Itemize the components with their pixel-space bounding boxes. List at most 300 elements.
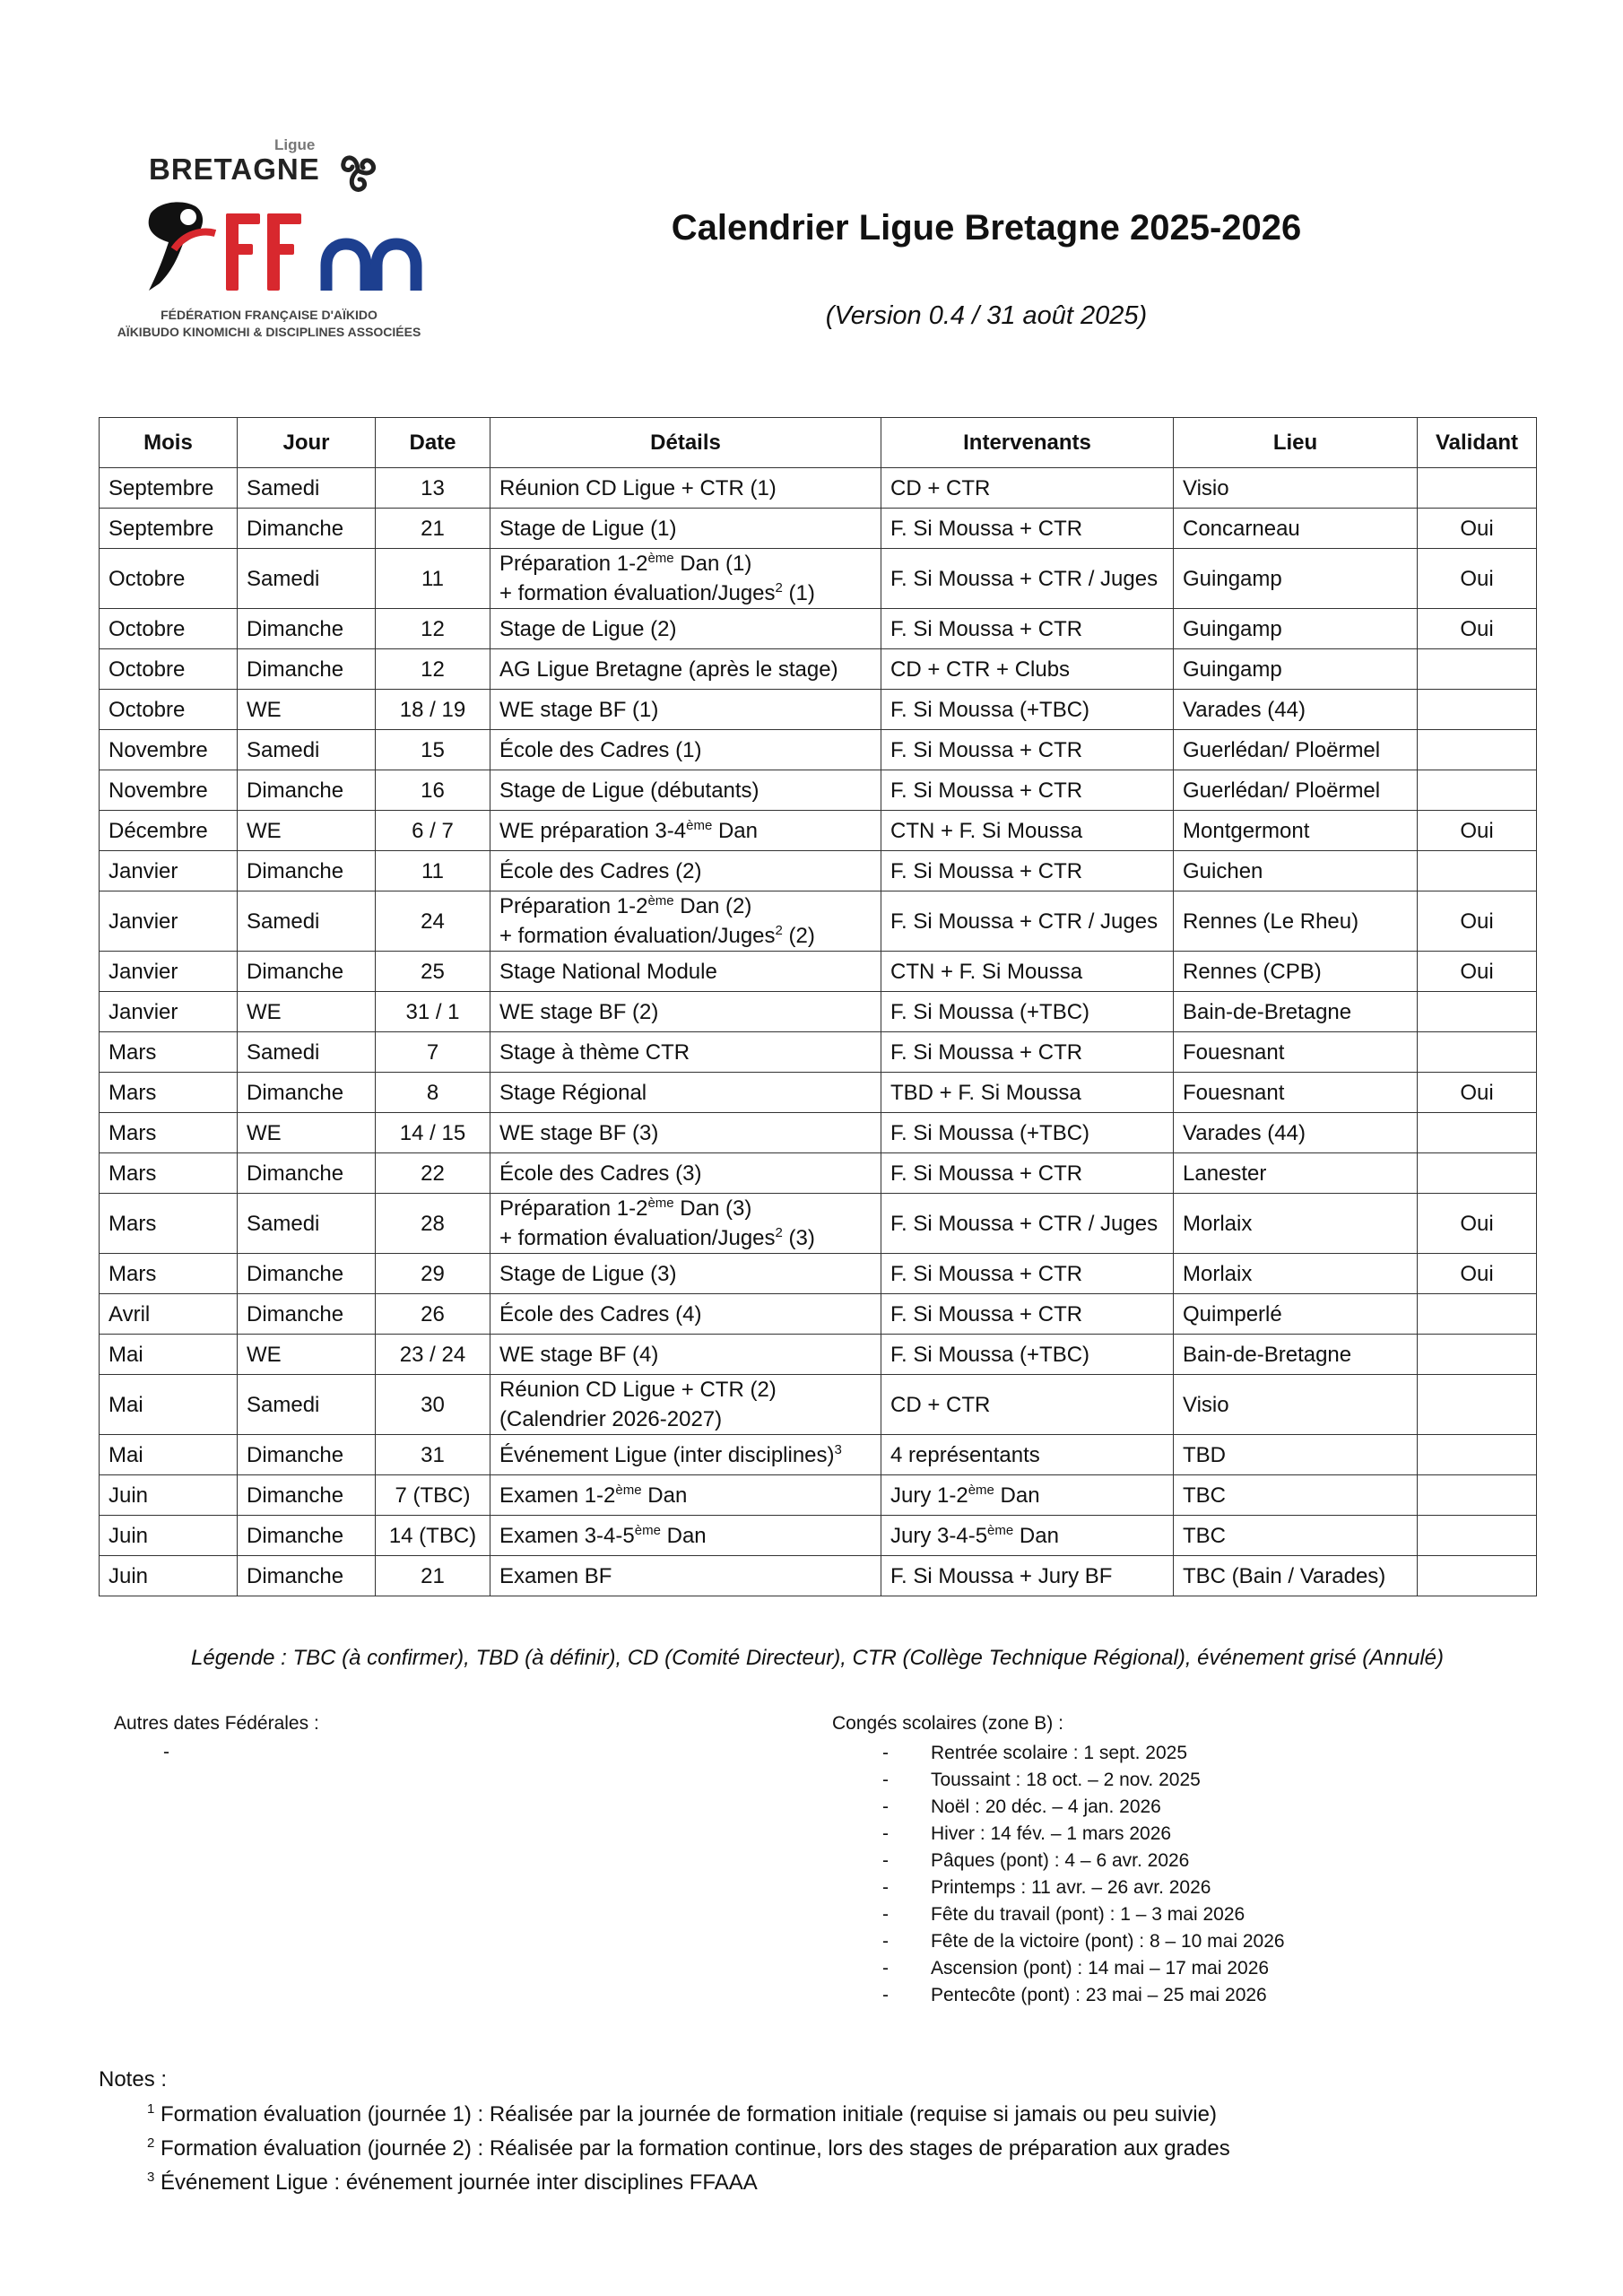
table-row — [100, 1032, 1537, 1073]
cell-mois: Janvier — [100, 891, 238, 952]
cell-jour: WE — [238, 1113, 376, 1153]
cell-validant: Oui — [1418, 1254, 1537, 1294]
table-row — [100, 1435, 1537, 1475]
cell-intervenants — [881, 770, 1174, 811]
cell-mois: Octobre — [100, 549, 238, 609]
cell-mois: Mars — [100, 1113, 238, 1153]
list-item — [832, 1794, 1285, 1821]
list-item — [832, 1874, 1285, 1901]
cell-lieu: Guingamp — [1174, 549, 1418, 609]
note-text: Formation évaluation (journée 1) : Réalisée par la journée de formation initiale (requise si jamais ou peu suivie) — [161, 2102, 1217, 2126]
details-text: WE stage BF (4) — [499, 1342, 659, 1367]
cell-details — [490, 1153, 881, 1194]
details-text: Examen 3-4-5 — [499, 1523, 635, 1548]
cell-lieu: Concarneau — [1174, 509, 1418, 549]
holiday-text: Fête du travail (pont) : 1 – 3 mai 2026 — [931, 1904, 1245, 1925]
cell-intervenants — [881, 1032, 1174, 1073]
table-row — [100, 1556, 1537, 1596]
cell-intervenants — [881, 549, 1174, 609]
details-text: Préparation 1-2 — [499, 1196, 648, 1221]
list-item — [832, 1821, 1285, 1848]
details-second-line: + formation évaluation/Juges — [499, 1226, 776, 1250]
cell-validant: Oui — [1418, 609, 1537, 649]
cell-lieu: Fouesnant — [1174, 1073, 1418, 1113]
cell-date: 7 — [376, 1032, 490, 1073]
cell-date: 21 — [376, 509, 490, 549]
cell-lieu: Morlaix — [1174, 1194, 1418, 1254]
details-second-line: + formation évaluation/Juges — [499, 924, 776, 948]
cell-details — [490, 1294, 881, 1335]
school-holidays-section — [832, 1713, 1285, 2009]
cell-lieu: Guerlédan/ Ploërmel — [1174, 770, 1418, 811]
details-text: Préparation 1-2 — [499, 552, 648, 576]
details-superscript: 3 — [834, 1441, 842, 1457]
cell-jour: Dimanche — [238, 770, 376, 811]
details-second-line-suffix: (1) — [782, 581, 815, 605]
cell-date: 16 — [376, 770, 490, 811]
intervenants-suffix: Dan — [1013, 1523, 1059, 1548]
cell-intervenants — [881, 609, 1174, 649]
details-second-line-superscript: 2 — [775, 580, 783, 596]
cell-details — [490, 811, 881, 851]
list-item — [832, 1848, 1285, 1874]
cell-lieu: Varades (44) — [1174, 1113, 1418, 1153]
intervenants-text: F. Si Moussa (+TBC) — [890, 1342, 1090, 1367]
cell-jour: Dimanche — [238, 1153, 376, 1194]
cell-intervenants — [881, 891, 1174, 952]
details-superscript: ème — [686, 817, 713, 833]
intervenants-suffix: Dan — [994, 1483, 1040, 1508]
holiday-text: Ascension (pont) : 14 mai – 17 mai 2026 — [931, 1958, 1270, 1979]
cell-jour: Dimanche — [238, 1254, 376, 1294]
intervenants-text: F. Si Moussa + CTR — [890, 1161, 1083, 1186]
cell-lieu: Rennes (CPB) — [1174, 952, 1418, 992]
intervenants-text: CTN + F. Si Moussa — [890, 959, 1083, 984]
dash-bullet-icon: - — [882, 1985, 889, 2005]
cell-lieu: TBD — [1174, 1435, 1418, 1475]
cell-date: 21 — [376, 1556, 490, 1596]
cell-mois: Juin — [100, 1556, 238, 1596]
table-row — [100, 609, 1537, 649]
details-second-line-suffix: (3) — [782, 1226, 815, 1250]
calendar-table — [99, 417, 1537, 1596]
cell-details — [490, 1475, 881, 1516]
cell-details — [490, 1516, 881, 1556]
cell-intervenants — [881, 1556, 1174, 1596]
list-item — [832, 1982, 1285, 2009]
cell-date: 22 — [376, 1153, 490, 1194]
cell-validant — [1418, 730, 1537, 770]
cell-mois: Septembre — [100, 468, 238, 509]
intervenants-text: F. Si Moussa + CTR — [890, 858, 1083, 883]
cell-lieu: TBC (Bain / Varades) — [1174, 1556, 1418, 1596]
cell-mois: Mai — [100, 1375, 238, 1435]
cell-mois: Novembre — [100, 730, 238, 770]
cell-details — [490, 770, 881, 811]
details-second-line-suffix: (2) — [782, 924, 815, 948]
details-superscript: ème — [634, 1522, 661, 1538]
intervenants-text: 4 représentants — [890, 1442, 1040, 1467]
details-text-suffix: Dan (3) — [673, 1196, 752, 1221]
details-text: Stage de Ligue (1) — [499, 516, 677, 541]
details-text: École des Cadres (3) — [499, 1161, 702, 1186]
cell-jour: WE — [238, 1335, 376, 1375]
cell-lieu: Visio — [1174, 468, 1418, 509]
table-row — [100, 770, 1537, 811]
cell-details — [490, 690, 881, 730]
note-text: Événement Ligue : événement journée inter disciplines FFAAA — [161, 2170, 758, 2195]
federal-dates-section — [114, 1713, 319, 1763]
cell-validant — [1418, 1335, 1537, 1375]
calendar-body — [100, 468, 1537, 1596]
cell-date: 25 — [376, 952, 490, 992]
table-row — [100, 891, 1537, 952]
dash-bullet-icon: - — [882, 1823, 889, 1844]
details-text: Examen BF — [499, 1563, 612, 1588]
details-text: École des Cadres (1) — [499, 737, 702, 762]
cell-validant — [1418, 649, 1537, 690]
cell-validant — [1418, 1032, 1537, 1073]
intervenants-text: Jury 1-2 — [890, 1483, 968, 1508]
cell-validant: Oui — [1418, 891, 1537, 952]
details-text: École des Cadres (4) — [499, 1301, 702, 1326]
cell-date: 13 — [376, 468, 490, 509]
intervenants-text: F. Si Moussa (+TBC) — [890, 999, 1090, 1024]
intervenants-text: F. Si Moussa + CTR — [890, 516, 1083, 541]
cell-jour: Samedi — [238, 549, 376, 609]
details-text-suffix: Dan — [641, 1483, 688, 1508]
table-row — [100, 851, 1537, 891]
table-row — [100, 992, 1537, 1032]
cell-validant — [1418, 1475, 1537, 1516]
cell-jour: WE — [238, 811, 376, 851]
cell-lieu: Guichen — [1174, 851, 1418, 891]
cell-validant — [1418, 992, 1537, 1032]
details-text: WE stage BF (1) — [499, 697, 659, 722]
details-text-suffix: Dan — [712, 818, 758, 843]
details-text: Stage National Module — [499, 959, 717, 984]
cell-date: 14 / 15 — [376, 1113, 490, 1153]
page-title: Calendrier Ligue Bretagne 2025-2026 — [671, 208, 1302, 248]
logo-federation-text: FÉDÉRATION FRANÇAISE D'AÏKIDO — [161, 308, 378, 322]
cell-validant — [1418, 468, 1537, 509]
cell-intervenants — [881, 1073, 1174, 1113]
cell-validant: Oui — [1418, 952, 1537, 992]
cell-jour: Dimanche — [238, 609, 376, 649]
cell-validant: Oui — [1418, 509, 1537, 549]
cell-date: 12 — [376, 609, 490, 649]
notes-list — [99, 2100, 1230, 2198]
cell-intervenants — [881, 1113, 1174, 1153]
dash-bullet-icon: - — [882, 1850, 889, 1871]
cell-intervenants — [881, 1194, 1174, 1254]
logo-bretagne-text: BRETAGNE — [149, 152, 320, 186]
holiday-text: Pentecôte (pont) : 23 mai – 25 mai 2026 — [931, 1985, 1267, 2005]
intervenants-text: CD + CTR + Clubs — [890, 657, 1071, 682]
cell-intervenants — [881, 509, 1174, 549]
cell-details — [490, 851, 881, 891]
details-text: Stage Régional — [499, 1080, 647, 1105]
cell-details — [490, 1113, 881, 1153]
cell-lieu: Montgermont — [1174, 811, 1418, 851]
header-lieu: Lieu — [1174, 418, 1418, 468]
holiday-text: Printemps : 11 avr. – 26 avr. 2026 — [931, 1877, 1211, 1898]
cell-mois: Novembre — [100, 770, 238, 811]
header-intervenants: Intervenants — [881, 418, 1174, 468]
holiday-text: Rentrée scolaire : 1 sept. 2025 — [931, 1743, 1188, 1763]
table-row — [100, 1475, 1537, 1516]
intervenants-superscript: ème — [987, 1522, 1014, 1538]
table-row — [100, 1375, 1537, 1435]
details-text: Examen 1-2 — [499, 1483, 616, 1508]
cell-mois: Mars — [100, 1153, 238, 1194]
federal-dates-item: - — [163, 1742, 169, 1762]
intervenants-text: F. Si Moussa (+TBC) — [890, 1120, 1090, 1145]
cell-date: 30 — [376, 1375, 490, 1435]
cell-validant — [1418, 1153, 1537, 1194]
dash-bullet-icon: - — [882, 1796, 889, 1817]
table-row — [100, 730, 1537, 770]
dash-bullet-icon: - — [882, 1904, 889, 1925]
cell-intervenants — [881, 468, 1174, 509]
note-item — [147, 2134, 1230, 2164]
cell-mois: Mars — [100, 1254, 238, 1294]
cell-date: 23 / 24 — [376, 1335, 490, 1375]
table-row — [100, 1254, 1537, 1294]
intervenants-text: F. Si Moussa + CTR — [890, 1261, 1083, 1286]
details-text: AG Ligue Bretagne (après le stage) — [499, 657, 838, 682]
cell-intervenants — [881, 1516, 1174, 1556]
dash-bullet-icon: - — [882, 1931, 889, 1952]
table-row — [100, 690, 1537, 730]
cell-details — [490, 1335, 881, 1375]
cell-mois: Décembre — [100, 811, 238, 851]
cell-lieu: Bain-de-Bretagne — [1174, 1335, 1418, 1375]
table-legend: Légende : TBC (à confirmer), TBD (à définir), CD (Comité Directeur), CTR (Collège Technique Régional), événement grisé (Annulé) — [191, 1646, 1444, 1670]
cell-details — [490, 509, 881, 549]
intervenants-text: F. Si Moussa (+TBC) — [890, 697, 1090, 722]
cell-validant — [1418, 1294, 1537, 1335]
cell-lieu: Visio — [1174, 1375, 1418, 1435]
cell-jour: Dimanche — [238, 851, 376, 891]
details-text: Stage à thème CTR — [499, 1039, 690, 1065]
cell-validant — [1418, 1516, 1537, 1556]
cell-validant — [1418, 770, 1537, 811]
cell-lieu: Fouesnant — [1174, 1032, 1418, 1073]
note-item — [147, 2100, 1230, 2130]
cell-details — [490, 468, 881, 509]
list-item — [832, 1740, 1285, 1767]
details-second-line: + formation évaluation/Juges — [499, 581, 776, 605]
cell-lieu: TBC — [1174, 1516, 1418, 1556]
cell-intervenants — [881, 1435, 1174, 1475]
details-text: École des Cadres (2) — [499, 858, 702, 883]
cell-details — [490, 609, 881, 649]
version-subtitle: (Version 0.4 / 31 août 2025) — [825, 301, 1148, 330]
cell-intervenants — [881, 1254, 1174, 1294]
cell-validant — [1418, 1435, 1537, 1475]
cell-intervenants — [881, 649, 1174, 690]
cell-date: 14 (TBC) — [376, 1516, 490, 1556]
intervenants-text: F. Si Moussa + CTR — [890, 778, 1083, 803]
cell-date: 11 — [376, 851, 490, 891]
holiday-text: Noël : 20 déc. – 4 jan. 2026 — [931, 1796, 1161, 1817]
cell-mois: Octobre — [100, 649, 238, 690]
table-row — [100, 509, 1537, 549]
header-date: Date — [376, 418, 490, 468]
cell-intervenants — [881, 851, 1174, 891]
cell-details — [490, 1073, 881, 1113]
cell-intervenants — [881, 1335, 1174, 1375]
cell-details — [490, 952, 881, 992]
cell-mois: Janvier — [100, 992, 238, 1032]
intervenants-text: CD + CTR — [890, 1392, 991, 1417]
details-text: Stage de Ligue (2) — [499, 616, 677, 641]
details-superscript: ème — [647, 893, 674, 909]
cell-intervenants — [881, 1475, 1174, 1516]
cell-lieu: Bain-de-Bretagne — [1174, 992, 1418, 1032]
intervenants-text: F. Si Moussa + CTR — [890, 1039, 1083, 1065]
table-row — [100, 1194, 1537, 1254]
cell-date: 11 — [376, 549, 490, 609]
cell-details — [490, 1194, 881, 1254]
cell-jour: Dimanche — [238, 1516, 376, 1556]
intervenants-text: CTN + F. Si Moussa — [890, 818, 1083, 843]
ffaaa-logo-mark-icon — [143, 197, 439, 300]
cell-jour: Samedi — [238, 468, 376, 509]
intervenants-text: TBD + F. Si Moussa — [890, 1080, 1081, 1105]
cell-date: 31 / 1 — [376, 992, 490, 1032]
cell-validant — [1418, 1375, 1537, 1435]
cell-mois: Janvier — [100, 851, 238, 891]
cell-jour: Dimanche — [238, 1435, 376, 1475]
table-row — [100, 649, 1537, 690]
holiday-text: Hiver : 14 fév. – 1 mars 2026 — [931, 1823, 1172, 1844]
table-row — [100, 1073, 1537, 1113]
cell-details — [490, 730, 881, 770]
cell-jour: Samedi — [238, 1032, 376, 1073]
cell-lieu: Rennes (Le Rheu) — [1174, 891, 1418, 952]
cell-lieu: TBC — [1174, 1475, 1418, 1516]
intervenants-superscript: ème — [968, 1482, 994, 1498]
cell-details — [490, 1032, 881, 1073]
intervenants-text: F. Si Moussa + CTR — [890, 616, 1083, 641]
cell-jour: Dimanche — [238, 509, 376, 549]
cell-mois: Juin — [100, 1475, 238, 1516]
table-row — [100, 952, 1537, 992]
header-mois: Mois — [100, 418, 238, 468]
cell-jour: Samedi — [238, 730, 376, 770]
intervenants-text: F. Si Moussa + CTR — [890, 737, 1083, 762]
details-superscript: ème — [647, 1196, 674, 1211]
cell-lieu: Guingamp — [1174, 609, 1418, 649]
cell-details — [490, 1375, 881, 1435]
cell-mois: Juin — [100, 1516, 238, 1556]
table-row — [100, 1294, 1537, 1335]
cell-jour: WE — [238, 992, 376, 1032]
cell-date: 8 — [376, 1073, 490, 1113]
cell-date: 12 — [376, 649, 490, 690]
intervenants-text: F. Si Moussa + CTR / Juges — [890, 1211, 1159, 1236]
cell-jour: Samedi — [238, 1194, 376, 1254]
notes-title: Notes : — [99, 2067, 168, 2092]
cell-jour: Dimanche — [238, 1475, 376, 1516]
cell-mois: Mars — [100, 1073, 238, 1113]
cell-details — [490, 1254, 881, 1294]
cell-intervenants — [881, 730, 1174, 770]
cell-date: 29 — [376, 1254, 490, 1294]
details-text-suffix: Dan (2) — [673, 894, 752, 918]
cell-details — [490, 1556, 881, 1596]
details-second-line: (Calendrier 2026-2027) — [499, 1407, 723, 1431]
cell-lieu: Lanester — [1174, 1153, 1418, 1194]
intervenants-text: F. Si Moussa + Jury BF — [890, 1563, 1113, 1588]
details-text: WE préparation 3-4 — [499, 818, 687, 843]
dash-bullet-icon: - — [882, 1877, 889, 1898]
intervenants-text: F. Si Moussa + CTR — [890, 1301, 1083, 1326]
table-row — [100, 1153, 1537, 1194]
list-item — [832, 1901, 1285, 1928]
cell-intervenants — [881, 992, 1174, 1032]
cell-validant — [1418, 851, 1537, 891]
cell-validant: Oui — [1418, 1073, 1537, 1113]
cell-date: 7 (TBC) — [376, 1475, 490, 1516]
cell-date: 18 / 19 — [376, 690, 490, 730]
header-jour: Jour — [238, 418, 376, 468]
details-text: Préparation 1-2 — [499, 894, 648, 918]
cell-lieu: Guingamp — [1174, 649, 1418, 690]
intervenants-text: F. Si Moussa + CTR / Juges — [890, 909, 1159, 934]
details-text: Stage de Ligue (3) — [499, 1261, 677, 1286]
cell-details — [490, 992, 881, 1032]
school-holidays-title: Congés scolaires (zone B) : — [832, 1713, 1063, 1734]
cell-details — [490, 649, 881, 690]
cell-date: 15 — [376, 730, 490, 770]
school-holidays-list — [832, 1740, 1285, 2009]
intervenants-text: Jury 3-4-5 — [890, 1523, 988, 1548]
cell-date: 24 — [376, 891, 490, 952]
federal-dates-title: Autres dates Fédérales : — [114, 1713, 319, 1734]
table-row — [100, 549, 1537, 609]
cell-mois: Janvier — [100, 952, 238, 992]
table-row — [100, 811, 1537, 851]
header-validant: Validant — [1418, 418, 1537, 468]
details-superscript: ème — [647, 551, 674, 566]
notes-section — [99, 2067, 1230, 2202]
cell-details — [490, 549, 881, 609]
cell-lieu: Varades (44) — [1174, 690, 1418, 730]
cell-validant: Oui — [1418, 811, 1537, 851]
cell-validant: Oui — [1418, 549, 1537, 609]
details-second-line-superscript: 2 — [775, 1225, 783, 1240]
cell-details — [490, 891, 881, 952]
cell-intervenants — [881, 1153, 1174, 1194]
cell-mois: Mai — [100, 1435, 238, 1475]
note-item — [147, 2168, 1230, 2198]
cell-date: 6 / 7 — [376, 811, 490, 851]
holiday-text: Fête de la victoire (pont) : 8 – 10 mai 2026 — [931, 1931, 1285, 1952]
details-text: Événement Ligue (inter disciplines) — [499, 1442, 835, 1467]
dash-bullet-icon: - — [882, 1770, 889, 1790]
logo-disciplines-text: AÏKIBUDO KINOMICHI & DISCIPLINES ASSOCIÉES — [117, 325, 421, 339]
details-text-suffix: Dan (1) — [673, 552, 752, 576]
cell-mois: Octobre — [100, 609, 238, 649]
dash-bullet-icon: - — [882, 1958, 889, 1979]
cell-intervenants — [881, 1294, 1174, 1335]
list-item — [832, 1928, 1285, 1955]
table-row — [100, 1516, 1537, 1556]
triskel-icon — [329, 144, 386, 201]
